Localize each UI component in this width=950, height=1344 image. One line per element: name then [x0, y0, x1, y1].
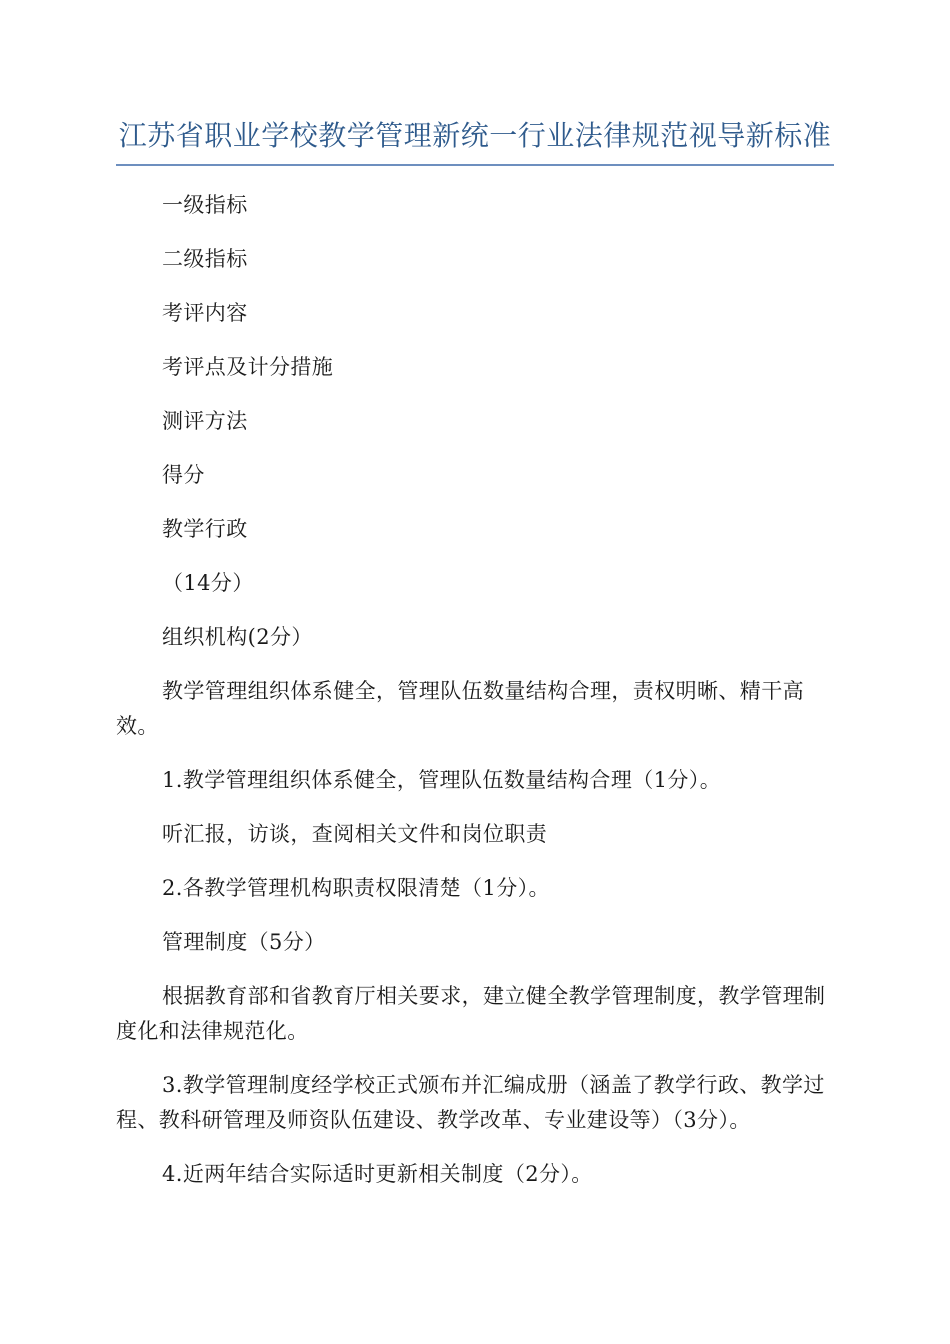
document-page: [116, 118, 834, 1211]
paragraph-score: 得分: [162, 463, 205, 487]
paragraph-teaching-administration: 教学行政: [162, 517, 248, 541]
paragraph-evaluation-content: 考评内容: [162, 301, 248, 325]
document-title: 江苏省职业学校教学管理新统一行业法律规范视导新标准: [118, 119, 832, 152]
paragraph-admin-points: （14分）: [162, 571, 254, 595]
paragraph-level1-indicator: 一级指标: [162, 193, 248, 217]
document-body: [116, 188, 834, 1192]
paragraph-item-1: 1.教学管理组织体系健全，管理队伍数量结构合理（1分）。: [162, 768, 722, 792]
paragraph-evaluation-method: 测评方法: [162, 409, 248, 433]
paragraph-item-4: 4.近两年结合实际适时更新相关制度（2分）。: [162, 1162, 593, 1186]
paragraph-evaluation-points: 考评点及计分措施: [162, 355, 334, 379]
paragraph-organization: 组织机构(2分）: [162, 625, 313, 649]
paragraph-item-2: 2.各教学管理机构职责权限清楚（1分）。: [162, 876, 550, 900]
paragraph-item-3: 3.教学管理制度经学校正式颁布并汇编成册（涵盖了教学行政、教学过程、教科研管理及师资队伍建设、教学改革、专业建设等）（3分）。: [116, 1073, 825, 1132]
paragraph-management-system: 管理制度（5分）: [162, 930, 326, 954]
paragraph-level2-indicator: 二级指标: [162, 247, 248, 271]
paragraph-method-1: 听汇报，访谈，查阅相关文件和岗位职责: [162, 822, 548, 846]
paragraph-organization-content: 教学管理组织体系健全，管理队伍数量结构合理，责权明晰、精干高效。: [116, 679, 804, 738]
paragraph-system-content: 根据教育部和省教育厅相关要求，建立健全教学管理制度，教学管理制度化和法律规范化。: [116, 984, 826, 1043]
title-divider: [116, 164, 834, 166]
